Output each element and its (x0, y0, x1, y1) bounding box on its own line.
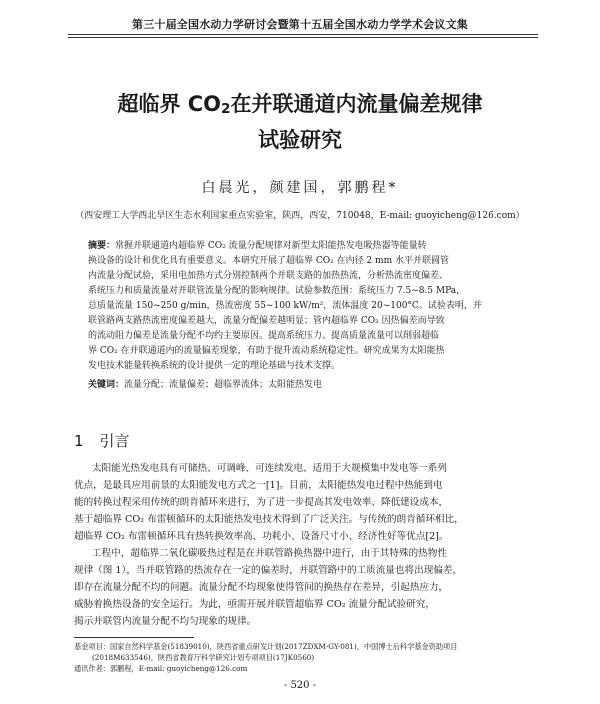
body-line: 工程中，超临界二氧化碳吸热过程是在并联管路换热器中进行，由于其特殊的热物性 (92, 548, 447, 559)
abstract-line: 界 CO₂ 在并联通道内的流量偏差现象，有助于提升流动系统稳定性。研究成果为太阳能热 (88, 346, 445, 356)
header-rule-bottom (68, 37, 538, 38)
keywords: 流量分配；流量偏差；超临界流体；太阳能热发电 (124, 380, 323, 390)
running-header: 第三十届全国水动力学研讨会暨第十五届全国水动力学学术会议文集 (132, 18, 468, 31)
abstract-line: 发电技术能量转换系统的设计提供一定的理论基础与技术支撑。 (88, 361, 341, 371)
abstract-line: 系统压力和质量流量对并联管流量分配的影响规律。试验参数范围：系统压力 7.5~8.5 MPa， (88, 286, 466, 296)
body-line: 规律（图 1），当并联管路的热流存在一定的偏差时，并联管路中的工质流量也将出现偏差， (74, 565, 463, 576)
abstract-line: 总质量流量 150~250 g/min，热流密度 55~100 kW/m²，流体温度 20~100°C。试验表明，并 (88, 301, 482, 311)
footnote-line: 通讯作者：郭鹏程，E-mail: guoyicheng@126.com (74, 664, 248, 673)
body-line: 威胁着换热设备的安全运行。为此，亟需开展并联管超临界 CO₂ 流量分配试验研究， (74, 599, 435, 610)
footnote-line: 基金项目：国家自然科学基金(51839010)，陕西省重点研发计划(2017ZDXM-GY-081)，中国博士后科学基金资助项目 (74, 642, 458, 651)
abstract-label: 摘要： (88, 241, 116, 251)
abstract-line: 内流量分配试验，采用电加热方式分别控制两个并联支路的加热热流，分析热流密度偏差、 (88, 271, 449, 281)
body-line: 揭示并联管内流量分配不均匀现象的规律。 (74, 616, 257, 627)
keywords-line (88, 379, 520, 391)
abstract-line: 换设备的设计和优化具有重要意义。本研究开展了超临界 CO₂ 在内径 2 mm 水平并联圆管 (88, 256, 449, 266)
body-line: 太阳能光热发电具有可储热、可调峰、可连续发电、适用于大规模集中发电等一系列 (92, 463, 447, 474)
body-line: 即存在流量分配不均的问题。流量分配不均现象使得管间的换热存在差异，引起热应力， (74, 582, 449, 593)
affiliation: （西安理工大学西北旱区生态水利国家重点实验室，陕西，西安，710048，E-mail: guoyicheng@126.com） (75, 211, 525, 221)
body-line: 超临界 CO₂ 布雷顿循环具有热转换效率高、功耗小、设备尺寸小、经济性好等优点[2]。 (74, 531, 449, 542)
abstract-line: 摘要：常握并联通道内超临界 CO₂ 流量分配规律对新型太阳能热发电吸热器等能量转 (88, 241, 427, 251)
keywords-label: 关键词： (88, 380, 125, 390)
section-heading: 1 引言 (74, 432, 130, 450)
abstract-line: 联管路两支路热流密度偏差越大，流量分配偏差越明显；管内超临界 CO₂ 因热偏差而导致 (88, 316, 445, 326)
footnote-line: (2018M633546)，陕西省教育厅科学研究计划专项项目(17JK0560) (92, 653, 315, 662)
body-line: 优点，是最具应用前景的太阳能发电方式之一[1]。目前，太阳能热发电过程中热能到电 (74, 480, 443, 491)
paper-title-line-1: 超临界 $CO_2$在并联通道内流量偏差规律 (117, 92, 483, 117)
body-line: 基于超临界 CO₂ 布雷顿循环的太阳能热发电技术得到了广泛关注。与传统的朗肯循环相比， (74, 514, 464, 525)
paper-title-line-2: 试验研究 (258, 128, 342, 152)
body-line: 能的转换过程采用传统的朗肯循环来进行，为了进一步提高其发电效率、降低建设成本， (74, 497, 449, 508)
footnote-rule (74, 637, 194, 638)
page-number: - 520 - (283, 680, 317, 691)
author-list: 白晨光，颜建国，郭鹏程* (201, 180, 399, 196)
header-rule-top (68, 34, 538, 35)
abstract-line: 的流动阻力偏差是流量分配不均约主要原因。提高系统压力、提高质量流量可以削弱超临 (88, 331, 440, 341)
